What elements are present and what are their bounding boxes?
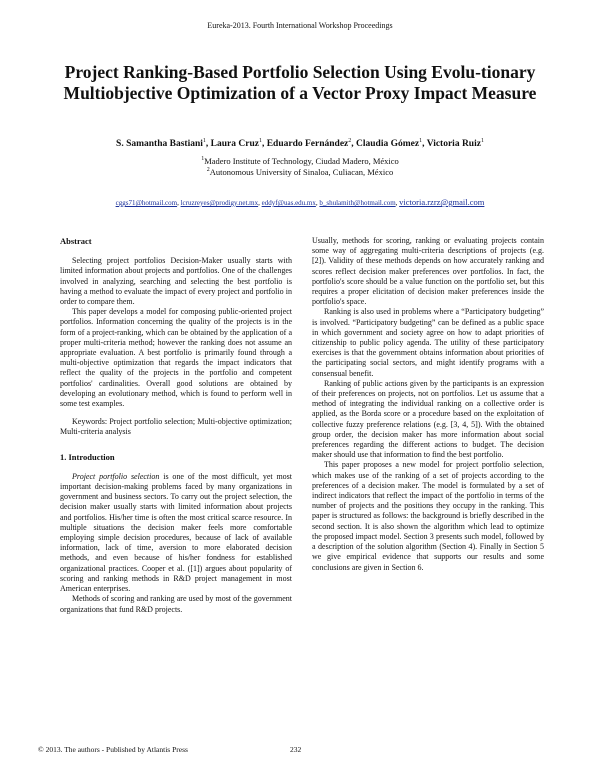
author-name: Claudia Gómez (356, 139, 420, 150)
copyright-footer: © 2013. The authors - Published by Atlantis Press (38, 745, 188, 754)
email-link[interactable]: cggs71@hotmail.com (115, 199, 178, 207)
author-affil-mark: 1 (419, 138, 423, 144)
affil-text: Madero Institute of Technology, Ciudad Madero, México (204, 156, 399, 166)
body-paragraph: Ranking of public actions given by the participants is an expression of their preferences on projects, not on portfolios. Let us assume that a method of integrating the individual ranking on a collective order is applied, as the Borda score or a procedure based on the exploitation of collective fuzzy preference relations (e.g. [3, 4, 5]). With the obtained group order, the decision maker has more information about social preferences regarding the different actions to budget. The decision maker should use that information to find the best portfolio. (312, 378, 544, 460)
body-paragraph: Ranking is also used in problems where a “Participatory budgeting” is involved. “Participatory budgeting” can be defined as a public space in which government and society agree on how to adapt priorities of citizenship to public policy agenda. The utility of these participatory exercises is that the government obtains information about priorities of the participating social sectors, and might identify programs with a consensual benefit. (312, 307, 544, 378)
abstract-paragraph: This paper develops a model for composing public-oriented project portfolios. Information concerning the quality of the projects is in the form of a project-ranking, which can be obtained by the application of a proper multi-criteria method; however the ranking does not assume an appropriate evaluation. A best portfolio is primarily found through a multi-objective optimization that regards the impact indicators that reflect the quality of the projects in the portfolio and competent portfolios' cardinalities. Overall good solutions are obtained by developing an evolutionary method, which is found to perform well in some test examples. (60, 307, 292, 409)
author-affil-mark: 2 (348, 138, 352, 144)
email-link[interactable]: eddyf@uas.edu.mx (261, 199, 316, 207)
author-affil-mark: 1 (202, 138, 206, 144)
author-list: S. Samantha Bastiani$^1$, Laura Cruz$^1$, Eduardo Fernández$^2$, Claudia Gómez$^1$, Victoria Ruiz$^1$ (116, 138, 484, 150)
paper-title: Project Ranking-Based Portfolio Selection Using Evolu-tionary Multiobjective Optimization of a Vector Proxy Impact Measure (63, 62, 537, 103)
left-column (60, 236, 292, 615)
author-name: Victoria Ruiz (426, 139, 481, 150)
author-affil-mark: 1 (258, 138, 262, 144)
affiliation-2 (40, 167, 560, 177)
page-number: 232 (290, 745, 302, 754)
emphasis-term: Project portfolio selection (72, 471, 160, 481)
author-name: Laura Cruz (210, 139, 259, 150)
body-paragraph: This paper proposes a new model for project portfolio selection, which makes use of the ranking of a set of projects according to the preferences of a decision maker. The model is formulated by a set of indirect indicators that reflect the impact of the portfolio in terms of the number of projects and the positions they occupy in the ranking. This paper is structured as follows: the background is briefly described in the second section. It is also shown the algorithm which lead to optimize the proposed impact model. Section 3 presents such model, followed by a description of the solution algorithm (Section 4). Finally in Section 5 we give empirical evidence that supports our results and some conclusions are given in Section 6. (312, 460, 544, 572)
email-link[interactable]: b_shulamith@hotmail.com (319, 199, 396, 207)
abstract-paragraph: Selecting project portfolios Decision-Maker usually starts with limited information about projects and portfolios. One of the challenges involved in analyzing, searching and selecting the best portfolio is having a method to evaluate the impact of every project and portfolio in order to compare them. (60, 256, 292, 307)
intro-paragraph: Methods of scoring and ranking are used by most of the government organizations that fund R&D projects. (60, 594, 292, 614)
affil-mark: 1 (201, 156, 205, 163)
keywords: Keywords: Project portfolio selection; Multi-objective optimization; Multi-criteria analysis (60, 417, 292, 437)
intro-paragraph (60, 472, 292, 594)
email-link[interactable]: victoria.rzrz@gmail.com (399, 197, 485, 207)
author-name: Eduardo Fernández (266, 139, 349, 150)
intro-heading: 1. Introduction (60, 451, 115, 462)
email-list: cggs71@hotmail.com, lcruzreyes@prodigy.net.mx, eddyf@uas.edu.mx, b_shulamith@hotmail.com, victoria.rzrz@gmail.com (115, 197, 485, 207)
author-name: S. Samantha Bastiani (116, 139, 203, 150)
body-paragraph: Usually, methods for scoring, ranking or evaluating projects contain some way of aggregating multi-criteria descriptions of projects (e.g. [2]). Validity of these methods depends on how accurately ranking and scores reflect decision maker preferences over portfolios. In fact, the portfolio's score should be a value function on the portfolio set, but this requires a proper elicitation of decision maker preferences inside the portfolio's space. (312, 236, 544, 307)
affiliation-1 (40, 156, 560, 166)
author-affil-mark: 1 (480, 138, 484, 144)
right-column (312, 236, 544, 573)
abstract-heading: Abstract (60, 236, 92, 246)
running-head: Eureka-2013. Fourth International Workshop Proceedings (207, 21, 393, 30)
affil-mark: 2 (206, 167, 210, 174)
email-link[interactable]: lcruzreyes@prodigy.net.mx (180, 199, 259, 207)
affil-text: Autonomous University of Sinaloa, Culiacan, México (209, 167, 394, 177)
intro-paragraph-text: is one of the most difficult, yet most important decision-making problems faced by many organizations in government and business sectors. To carry out the project selection, the decision maker usually starts with limited information about projects and portfolios. His/her time is often the most critical scarce resource. In multiple situations the decision maker feels more comfortable employing simple decision procedures, because of lack of available information, lack of time, aversion to more elaborated decision methods, and even because of his/her fondness for established organizational practices. Cooper et al. ([1]) argues about popularity of scoring and ranking methods in R&D project management in most American enterprises. (60, 471, 293, 594)
